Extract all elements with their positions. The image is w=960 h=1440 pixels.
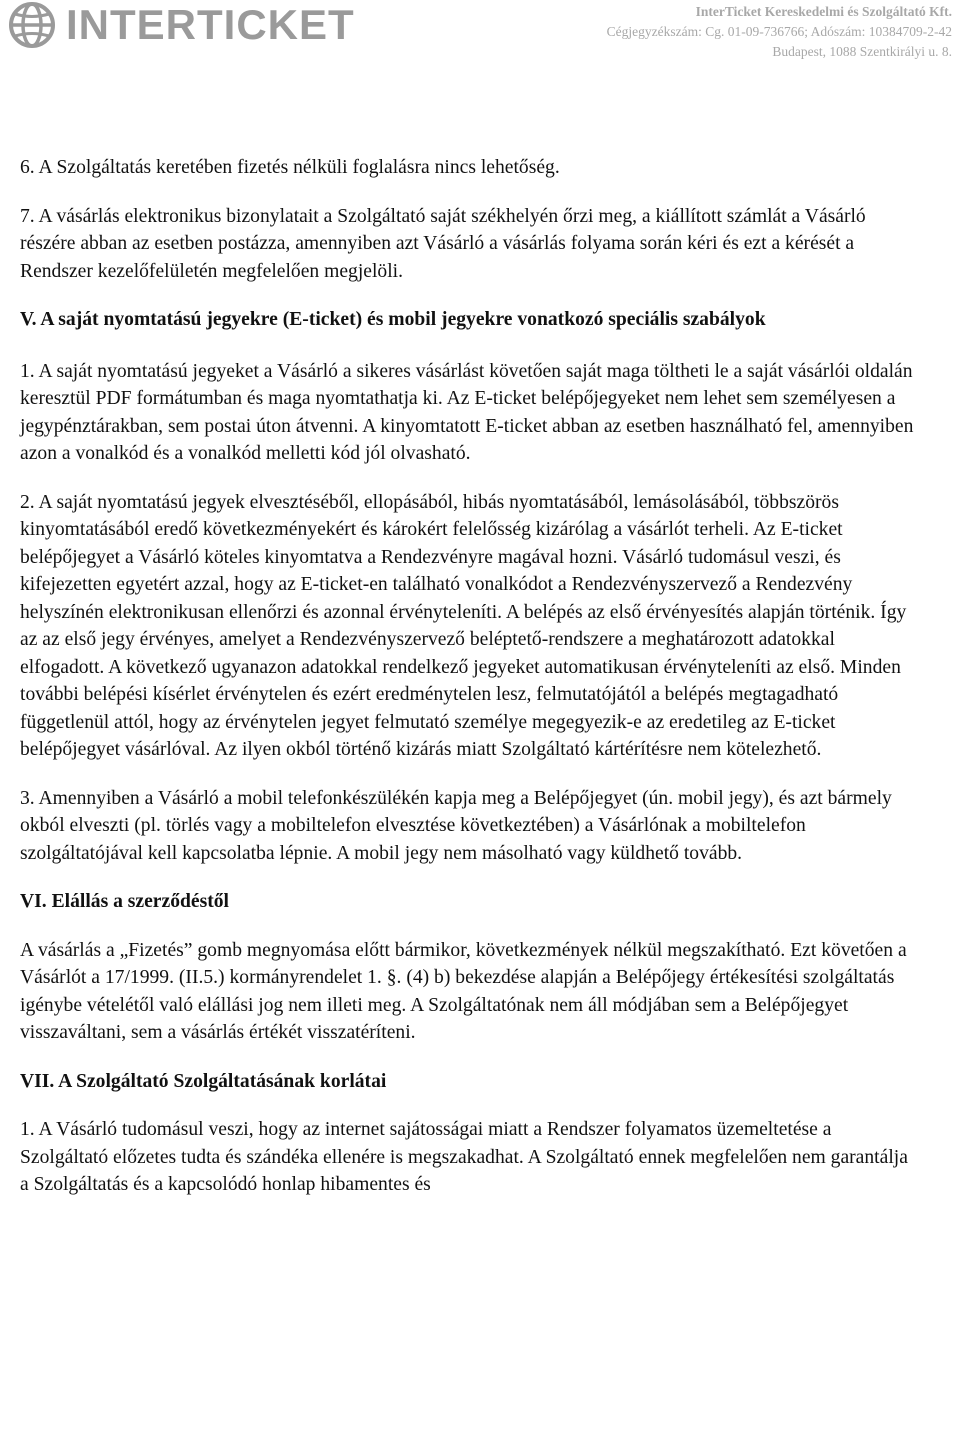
section-5-paragraph-2: 2. A saját nyomtatású jegyek elvesztéséből, ellopásából, hibás nyomtatásából, lemásolásából, többszörös kinyomtatásából eredő következményekért és károkért felelősség kizárólag a vásárlót terheli. Az E-ticket belépőjegyet a Vásárló köteles kinyomtatva a Rendezvényre magával hozni. Vásárló tudomásul veszi, és kifejezetten egyetért azzal, hogy az E-ticket-en található vonalkódot a Rendezvényszervező a Rendezvény helyszínén elektronikusan ellenőrzi és azonnal érvényteleníti. A belépés az első érvényesítés alapján történik. Így az az első jegy érvényes, amelyet a Rendezvényszervező beléptető-rendszere a meghatározott adatokkal elfogadott. A következő ugyanazon adatokkal rendelkező jegyeket automatikusan érvényteleníti az első. Minden további belépési kísérlet érvénytelen és ezért eredménytelen lesz, felmutatójától a belépés megtagadható függetlenül attól, hogy az érvénytelen jegyet felmutató személye megegyezik-e az eredetileg az E-ticket belépőjegyet vásárlóval. Az ilyen okból történő kizárás miatt Szolgáltató kártérítésre nem kötelezhető. [20,491,907,760]
company-registry: Cégjegyzékszám: Cg. 01-09-736766; Adószám: 10384709-2-42 [606,24,952,39]
section-5-heading: V. A saját nyomtatású jegyekre (E-ticket) és mobil jegyekre vonatkozó speciális szabályok [20,309,766,330]
paragraph-7: 7. A vásárlás elektronikus bizonylatait a Szolgáltató saját székhelyén őrzi meg, a kiállított számlát a Vásárló részére abban az esetben postázza, amennyiben azt Vásárló a vásárlás folyama során kéri és ezt a kérését a Rendszer kezelőfelületén megfelelően megjelöli. [20,205,866,282]
logo-wordmark: INTERTICKET [66,1,355,48]
company-name: InterTicket Kereskedelmi és Szolgáltató Kft. [695,4,952,19]
paragraph-6: 6. A Szolgáltatás keretében fizetés nélküli foglalásra nincs lehetőség. [20,157,560,178]
interticket-logo [8,0,355,50]
document-body [20,154,920,1220]
section-5-paragraph-3: 3. Amennyiben a Vásárló a mobil telefonkészülékén kapja meg a Belépőjegyet (ún. mobil jegy), és azt bármely okból elveszti (pl. törlés vagy a mobiltelefon elvesztése következtében) a Vásárlónak a mobiltelefon szolgáltatójával kell kapcsolatba lépnie. A mobil jegy nem másolható vagy küldhető tovább. [20,787,892,864]
section-5-paragraph-1: 1. A saját nyomtatású jegyeket a Vásárló a sikeres vásárlást követően saját maga töltheti le a saját vásárlói oldalán keresztül PDF formátumban és maga nyomtathatja ki. Az E-ticket belépőjegyeket nem lehet sem személyesen a jegypénztárakban, sem postai úton átvenni. A kinyomtatott E-ticket abban az esetben használható fel, amennyiben azon a vonalkód és a vonalkód melletti kód jól olvasható. [20,360,914,464]
section-6-heading: VI. Elállás a szerződéstől [20,891,229,912]
section-6-paragraph-1: A vásárlás a „Fizetés” gomb megnyomása előtt bármikor, következmények nélkül megszakítható. Ezt követően a Vásárlót a 17/1999. (II.5.) kormányrendelet 1. §. (4) b) bekezdése alapján a Belépőjegy értékesítési szolgáltatás igénybe vételétől való elállási jog nem illeti meg. A Szolgáltatónak nem áll módjában sem a Belépőjegyet visszaváltani, sem a vásárlás értékét visszatéríteni. [20,939,907,1043]
company-address: Budapest, 1088 Szentkirályi u. 8. [772,44,952,59]
globe-icon [8,1,56,49]
section-7-heading: VII. A Szolgáltató Szolgáltatásának korlátai [20,1070,387,1092]
section-7-paragraph-1: 1. A Vásárló tudomásul veszi, hogy az internet sajátosságai miatt a Rendszer folyamatos üzemeltetése a Szolgáltató előzetes tudta és szándéka ellenére is megszakadhat. A Szolgáltató ennek megfelelően nem garantálja a Szolgáltatás és a kapcsolódó honlap hibamentes és [20,1119,908,1195]
page-header [0,0,960,60]
company-info [607,2,952,62]
